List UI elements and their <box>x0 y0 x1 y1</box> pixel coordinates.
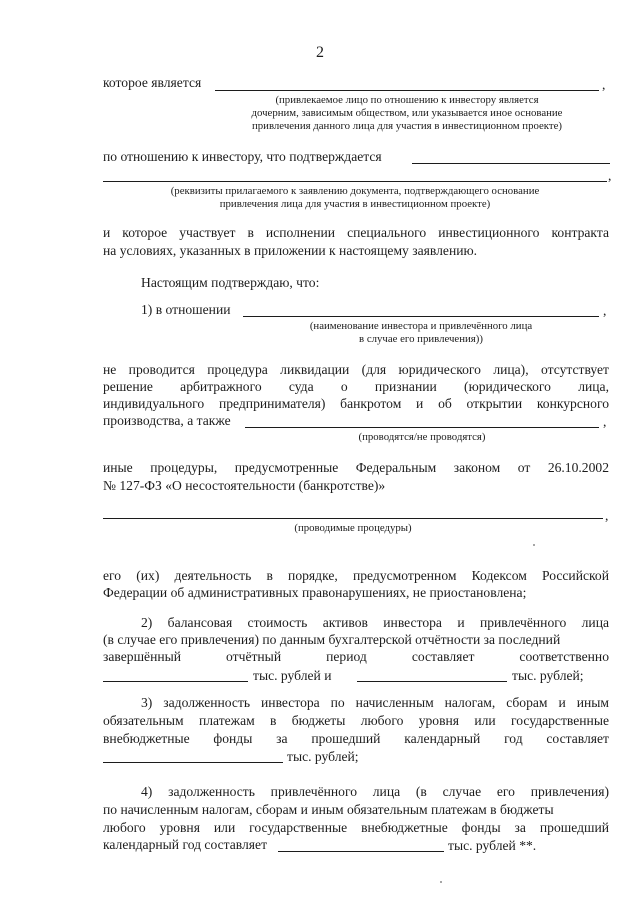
item1-procedure-blank[interactable] <box>245 427 599 428</box>
page-number: 2 <box>316 44 324 61</box>
item2-blank-investor[interactable] <box>103 681 248 682</box>
confirm-heading: Настоящим подтверждаю, что: <box>141 275 320 290</box>
item1-paragraph-line1: не проводится процедура ликвидации (для юридического лица), отсутствует <box>103 362 609 377</box>
block1-comma: , <box>602 77 606 92</box>
block2-comma: , <box>608 168 612 183</box>
item1-line4-comma: , <box>603 414 607 429</box>
item4-unit: тыс. рублей **. <box>448 838 537 853</box>
block3-line2: на условиях, указанных в приложении к настоящему заявлению. <box>103 243 478 258</box>
item1-comma: , <box>603 303 607 318</box>
item2-line3: завершённый отчётный период составляет соответственно <box>103 649 609 664</box>
item4-line4: календарный год составляет <box>103 837 268 852</box>
item1-caption-1: (наименование инвестора и привлечённого лица <box>309 320 533 332</box>
scan-speck <box>440 881 442 883</box>
block2-blank-2[interactable] <box>103 181 607 182</box>
item1-procedures-blank[interactable] <box>103 518 603 519</box>
item1-p2-comma: , <box>605 508 609 523</box>
item1-paragraph-line4: производства, а также <box>103 413 231 428</box>
item1-p3-line2: Федерации об административных правонарушениях, не приостановлена; <box>103 585 527 600</box>
item1-paragraph-line3: индивидуального предпринимателя) банкротом и об открытии конкурсного <box>103 396 609 411</box>
item2-blank-attracted[interactable] <box>357 681 507 682</box>
item1-caption-held-procedures: (проводимые процедуры) <box>294 522 412 534</box>
block3-line1: и которое участвует в исполнении специального инвестиционного контракта <box>103 225 609 240</box>
item3-line3: внебюджетные фонды за прошедший календарный год составляет <box>103 731 609 746</box>
item3-line1: 3) задолженность инвестора по начисленным налогам, сборам и иным <box>141 695 609 710</box>
item3-line2: обязательным платежам в бюджеты любого уровня или государственные <box>103 713 609 728</box>
block2-blank-1[interactable] <box>412 163 610 164</box>
item1-p2-line2: № 127-ФЗ «О несостоятельности (банкротстве)» <box>103 478 386 493</box>
block1-caption-3: привлечения данного лица для участия в инвестиционном проекте) <box>252 120 562 132</box>
item1-paragraph-line2: решение арбитражного суда о признании (юридического лица, <box>103 379 609 394</box>
item1-blank[interactable] <box>243 316 599 317</box>
scan-speck <box>533 544 535 546</box>
item2-unit1: тыс. рублей и <box>253 668 332 683</box>
block2-caption-2: привлечения лица для участия в инвестиционном проекте) <box>219 198 491 210</box>
block1-lead: которое является <box>103 75 202 90</box>
item2-unit2: тыс. рублей; <box>512 668 584 683</box>
block1-blank[interactable] <box>215 90 599 91</box>
block1-caption-1: (привлекаемое лицо по отношению к инвестору является <box>275 94 539 106</box>
item3-unit: тыс. рублей; <box>287 749 359 764</box>
item4-line3: любого уровня или государственные внебюджетные фонды за прошедший <box>103 820 609 835</box>
item3-blank[interactable] <box>103 762 283 763</box>
item1-caption-2: в случае его привлечения)) <box>359 333 483 345</box>
item2-line2: (в случае его привлечения) по данным бухгалтерской отчётности за последний <box>103 632 561 647</box>
item4-blank[interactable] <box>278 851 444 852</box>
item1-lead: 1) в отношении <box>141 302 231 317</box>
item2-line1: 2) балансовая стоимость активов инвестора и привлечённого лица <box>141 615 609 630</box>
block2-caption-1: (реквизиты прилагаемого к заявлению документа, подтверждающего основание <box>170 185 540 197</box>
item4-line1: 4) задолженность привлечённого лица (в случае его привлечения) <box>141 784 609 799</box>
block1-caption-2: дочерним, зависимым обществом, или указывается иное основание <box>251 107 563 119</box>
block2-lead: по отношению к инвестору, что подтверждается <box>103 149 382 164</box>
item4-line2: по начисленным налогам, сборам и иным обязательным платежам в бюджеты <box>103 802 554 817</box>
item1-p2-line1: иные процедуры, предусмотренные Федеральным законом от 26.10.2002 <box>103 460 609 475</box>
item1-caption-procedures: (проводятся/не проводятся) <box>358 431 486 443</box>
item1-p3-line1: его (их) деятельность в порядке, предусмотренном Кодексом Российской <box>103 568 609 583</box>
